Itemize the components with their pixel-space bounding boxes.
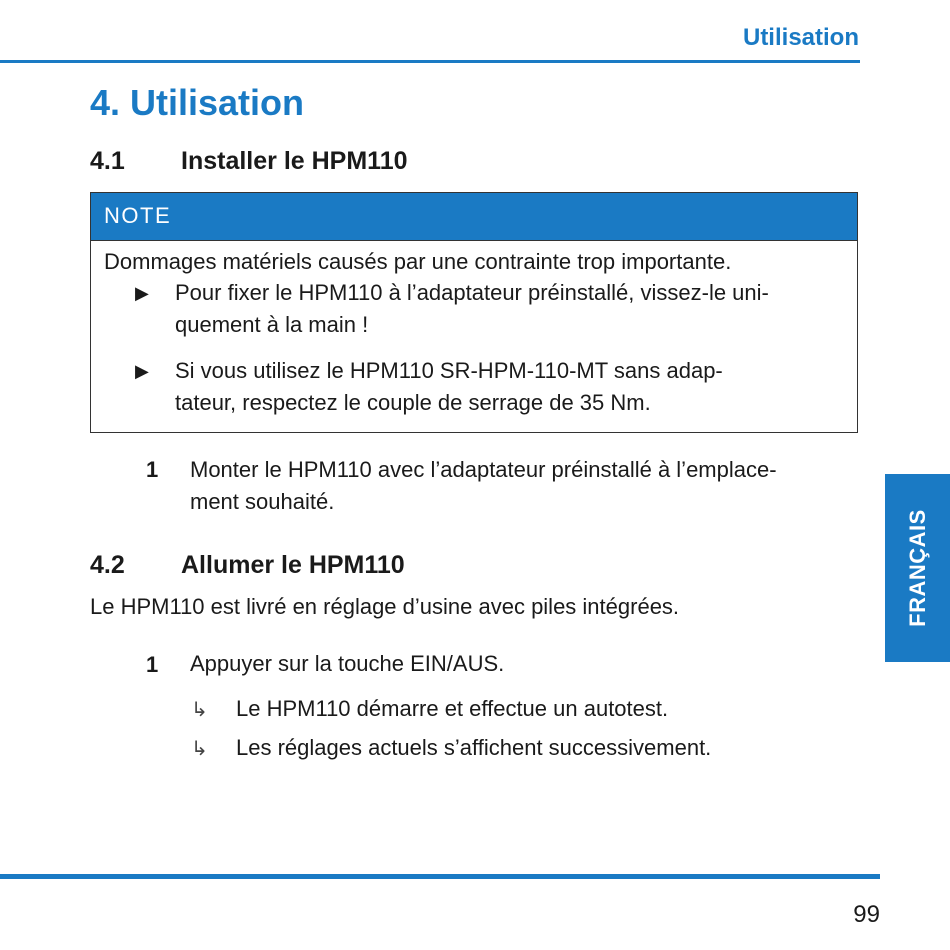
- header-rule: [0, 60, 860, 63]
- language-tab: [885, 474, 950, 662]
- footer-rule: [0, 874, 880, 879]
- section-title: Allumer le HPM110: [181, 551, 405, 579]
- note-heading: NOTE: [104, 203, 172, 228]
- section-intro: Le HPM110 est livré en réglage d’usine avec piles intégrées.: [90, 594, 680, 619]
- chapter-title: 4. Utilisation: [90, 82, 305, 123]
- bullet-line: tateur, respectez le couple de serrage de 35 Nm.: [175, 390, 651, 415]
- page-number: 99: [853, 901, 880, 928]
- triangle-bullet-icon: ▶: [135, 283, 149, 303]
- section-heading-4-2: [90, 551, 405, 580]
- result-arrow-icon: ↳: [191, 699, 208, 721]
- step-number: 1: [146, 457, 159, 482]
- step-line: ment souhaité.: [190, 489, 335, 514]
- bullet-line: Si vous utilisez le HPM110 SR-HPM-110-MT sans adap-: [175, 358, 723, 383]
- result-text: Le HPM110 démarre et effectue un autotest.: [236, 696, 669, 721]
- section-heading-4-1: [90, 147, 408, 176]
- result-arrow-icon: ↳: [191, 738, 208, 760]
- step-text: Appuyer sur la touche EIN/AUS.: [190, 651, 505, 676]
- section-number: 4.2: [90, 551, 125, 579]
- bullet-line: quement à la main !: [175, 312, 369, 337]
- step-text: [190, 454, 777, 518]
- result-text: Les réglages actuels s’affichent successivement.: [236, 735, 712, 760]
- bullet-line: Pour fixer le HPM110 à l’adaptateur préinstallé, vissez-le uni-: [175, 280, 769, 305]
- running-header: Utilisation: [742, 24, 859, 51]
- note-header: [91, 193, 857, 241]
- note-box: [90, 192, 858, 433]
- section-title: Installer le HPM110: [181, 147, 408, 175]
- step-number: 1: [146, 652, 159, 677]
- triangle-bullet-icon: ▶: [135, 361, 149, 381]
- step-line: Monter le HPM110 avec l’adaptateur préinstallé à l’emplace-: [190, 457, 777, 482]
- section-number: 4.1: [90, 147, 125, 175]
- language-label: FRANÇAIS: [904, 509, 930, 627]
- note-text: Dommages matériels causés par une contrainte trop importante.: [104, 249, 732, 274]
